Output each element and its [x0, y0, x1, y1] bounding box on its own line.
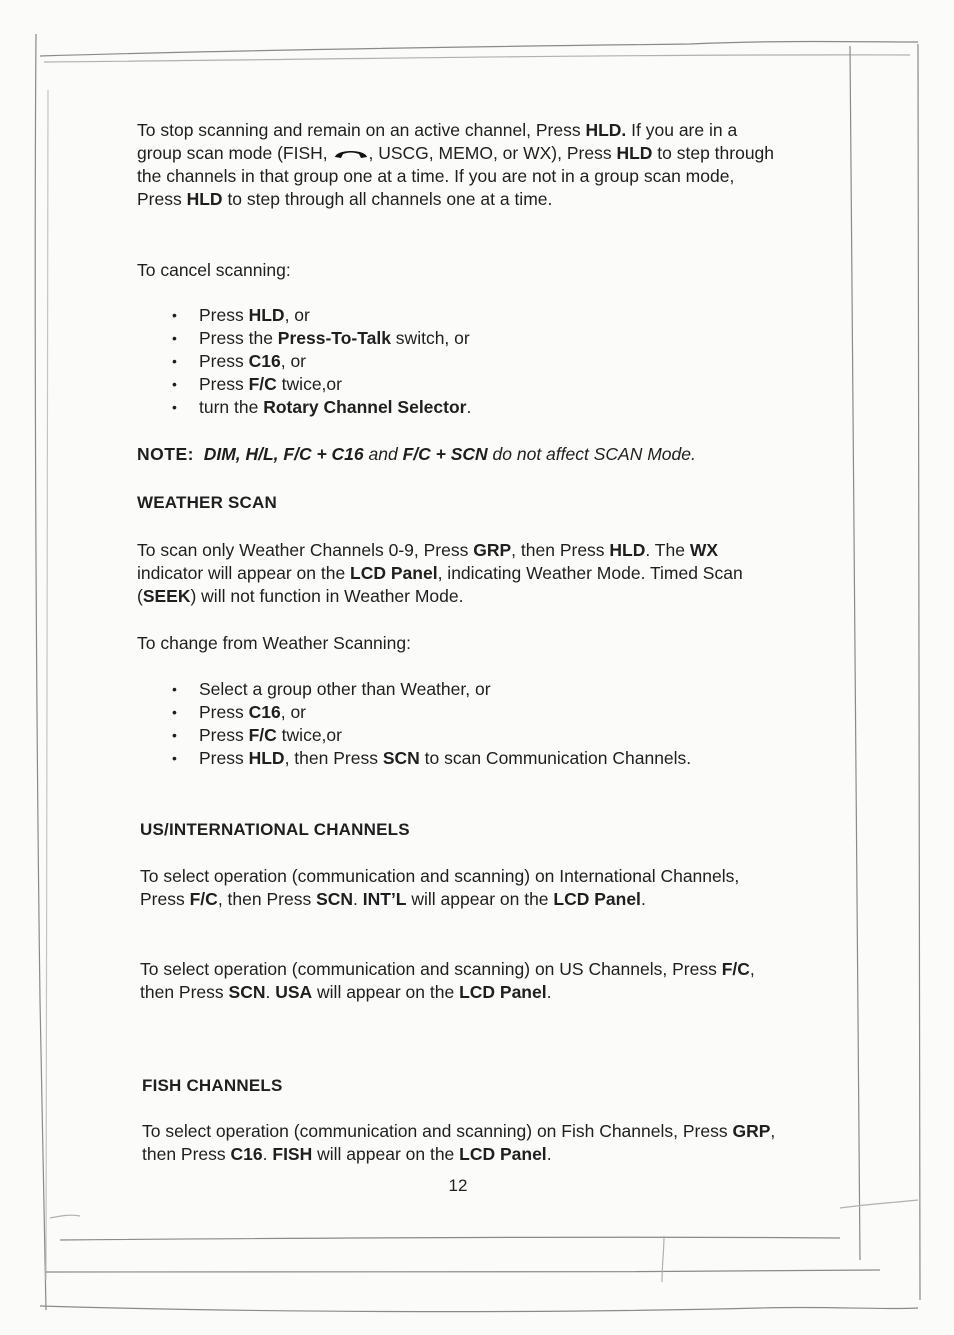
cancel-scanning-intro: To cancel scanning: [137, 260, 291, 280]
hld-key: HLD. [585, 120, 627, 140]
international-channels-paragraph: To select operation (communication and scanning) on International Channels, Press F/C, then Press SCN. INT’L will appear on the LCD Panel. [140, 866, 740, 909]
stop-scanning-paragraph [137, 119, 777, 211]
us-international-heading: US/INTERNATIONAL CHANNELS [140, 820, 410, 839]
text-run: If you are in a group scan mode (FISH, [137, 120, 738, 163]
text-run: To stop scanning and remain on an active channel, Press [137, 120, 586, 140]
note-label: NOTE: [137, 444, 194, 464]
weather-change-list [137, 678, 832, 770]
list-item: • Press HLD, then Press SCN to scan Communication Channels. [172, 747, 832, 770]
weather-change-intro: To change from Weather Scanning: [137, 633, 412, 653]
fish-channels-heading: FISH CHANNELS [142, 1076, 283, 1095]
list-item: • Press F/C twice,or [172, 373, 812, 396]
hld-key: HLD [186, 189, 223, 209]
us-channels-paragraph: To select operation (communication and scanning) on US Channels, Press F/C, then Press SCN. USA will appear on the LCD Panel. [140, 959, 755, 1002]
list-item: • Press F/C twice,or [172, 724, 832, 747]
weather-scan-paragraph: To scan only Weather Channels 0-9, Press GRP, then Press HLD. The WX indicator will appear on the LCD Panel, indicating Weather Mode. Timed Scan (SEEK) will not function in Weather Mode. [137, 540, 743, 606]
cancel-scanning-list [137, 304, 812, 419]
list-item: • Press HLD, or [172, 304, 812, 327]
list-item: • Select a group other than Weather, or [172, 678, 832, 701]
weather-scan-heading: WEATHER SCAN [137, 493, 277, 512]
text-run: to step through the channels in that group one at a time. If you are not in a group scan mode, Press [137, 143, 775, 209]
page-number: 12 [448, 1176, 468, 1195]
list-item: • Press C16, or [172, 701, 832, 724]
list-item: • Press C16, or [172, 350, 812, 373]
text-run: to step through all channels one at a time. [222, 189, 553, 209]
hld-key: HLD [616, 143, 653, 163]
text-run: , USCG, MEMO, or WX), Press [368, 143, 617, 163]
fish-channels-paragraph: To select operation (communication and scanning) on Fish Channels, Press GRP, then Press C16. FISH will appear on the LCD Panel. [142, 1121, 776, 1164]
list-item: • Press the Press-To-Talk switch, or [172, 327, 812, 350]
scan-mode-note: NOTE: DIM, H/L, F/C + C16 and F/C + SCN do not affect SCAN Mode. [137, 444, 696, 464]
list-item: • turn the Rotary Channel Selector. [172, 396, 812, 419]
phone-handset-icon [333, 146, 369, 160]
